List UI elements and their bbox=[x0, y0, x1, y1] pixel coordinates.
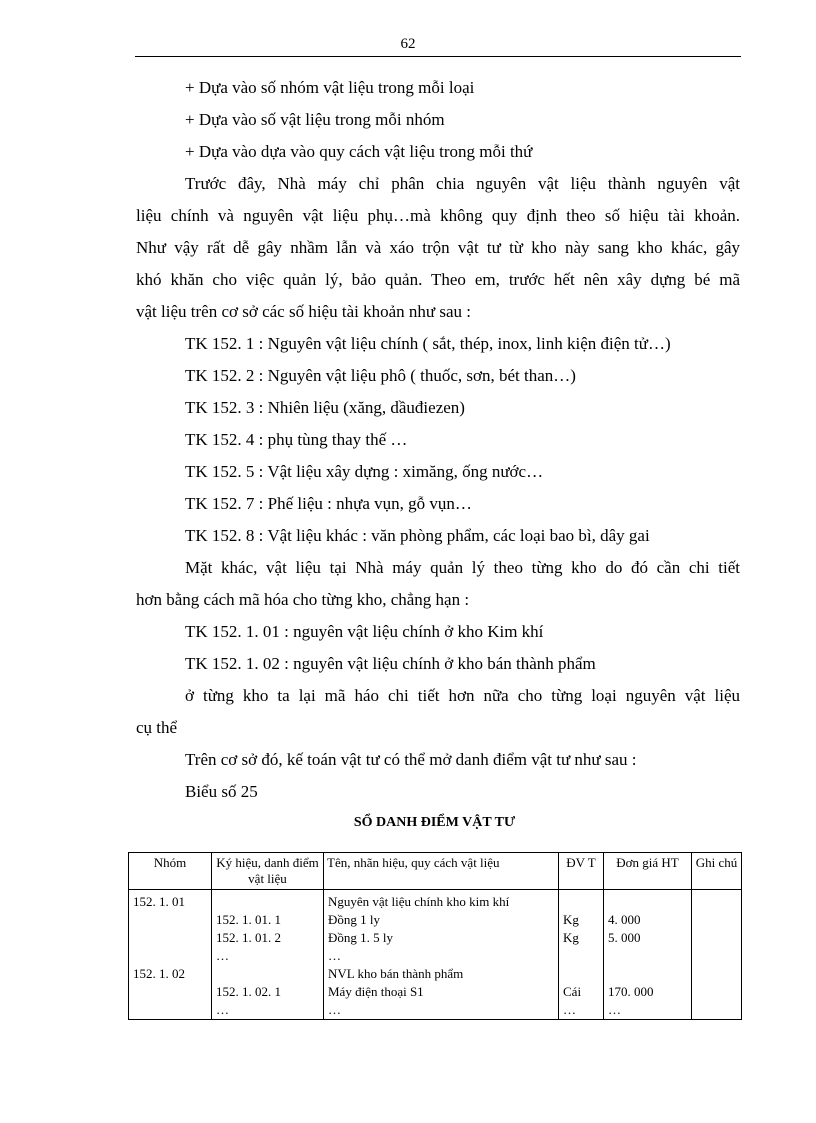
bullet-item: + Dựa vào số vật liệu trong mỗi nhóm bbox=[185, 110, 445, 129]
column-header: Tên, nhãn hiệu, quy cách vật liệu bbox=[324, 853, 559, 890]
table-cell bbox=[212, 965, 324, 983]
account-item: TK 152. 8 : Vật liệu khác : văn phòng phẩm, các loại bao bì, dây gai bbox=[185, 526, 650, 545]
account-item: TK 152. 1 : Nguyên vật liệu chính ( sắt, thép, inox, linh kiện điện tử…) bbox=[185, 334, 671, 353]
table-cell: Kg bbox=[559, 911, 604, 929]
table-cell bbox=[129, 983, 212, 1001]
table-cell: Nguyên vật liệu chính kho kim khí bbox=[324, 890, 559, 912]
table-cell: Máy điện thoại S1 bbox=[324, 983, 559, 1001]
table-cell: 152. 1. 02 bbox=[129, 965, 212, 983]
table-cell: Cái bbox=[559, 983, 604, 1001]
table-cell: NVL kho bán thành phẩm bbox=[324, 965, 559, 983]
paragraph-line: Như vậy rất dễ gây nhầm lẫn và xáo trộn vật tư từ kho này sang kho khác, gây bbox=[136, 238, 740, 257]
paragraph-line: cụ thể bbox=[136, 718, 178, 737]
paragraph-line: Mặt khác, vật liệu tại Nhà máy quản lý theo từng kho do đó cần chi tiết bbox=[185, 558, 740, 577]
header-rule bbox=[135, 56, 741, 57]
table-cell bbox=[559, 965, 604, 983]
material-catalog-table bbox=[128, 852, 742, 1020]
table-cell bbox=[604, 947, 692, 965]
paragraph-line: vật liệu trên cơ sở các số hiệu tài khoản như sau : bbox=[136, 302, 471, 321]
table-cell bbox=[692, 965, 742, 983]
table-cell bbox=[559, 947, 604, 965]
paragraph-line: Trên cơ sở đó, kế toán vật tư có thể mở danh điểm vật tư như sau : bbox=[185, 750, 637, 769]
column-header: Đơn giá HT bbox=[604, 853, 692, 890]
column-header: Nhóm bbox=[129, 853, 212, 890]
table-cell: 152. 1. 01. 1 bbox=[212, 911, 324, 929]
table-row bbox=[129, 965, 742, 983]
account-item: TK 152. 3 : Nhiên liệu (xăng, dầuđiezen) bbox=[185, 398, 465, 417]
table-header-row bbox=[129, 853, 742, 890]
paragraph-line: khó khăn cho việc quản lý, bảo quản. Theo em, trước hết nên xây dựng bé mã bbox=[136, 270, 740, 289]
account-item: TK 152. 7 : Phế liệu : nhựa vụn, gỗ vụn… bbox=[185, 494, 472, 513]
table-cell bbox=[692, 1001, 742, 1020]
column-header: Ký hiệu, danh điểm vật liệu bbox=[212, 853, 324, 890]
table-cell bbox=[692, 983, 742, 1001]
table-cell bbox=[604, 965, 692, 983]
paragraph-line: hơn bằng cách mã hóa cho từng kho, chẳng hạn : bbox=[136, 590, 470, 609]
column-header: Ghi chú bbox=[692, 853, 742, 890]
table-cell bbox=[129, 911, 212, 929]
table-row bbox=[129, 983, 742, 1001]
table-row bbox=[129, 1001, 742, 1020]
table-cell bbox=[692, 947, 742, 965]
table-row bbox=[129, 911, 742, 929]
paragraph-line: ở từng kho ta lại mã háo chi tiết hơn nữa cho từng loại nguyên vật liệu bbox=[185, 686, 740, 705]
table-reference: Biểu số 25 bbox=[185, 782, 258, 801]
table-cell: … bbox=[212, 947, 324, 965]
table-cell: … bbox=[559, 1001, 604, 1020]
column-header: ĐV T bbox=[559, 853, 604, 890]
table-cell: 4. 000 bbox=[604, 911, 692, 929]
table-cell bbox=[129, 947, 212, 965]
table-cell: 5. 000 bbox=[604, 929, 692, 947]
bullet-item: + Dựa vào số nhóm vật liệu trong mỗi loại bbox=[185, 78, 475, 97]
table-cell: … bbox=[212, 1001, 324, 1020]
table-row bbox=[129, 890, 742, 912]
table-cell bbox=[692, 911, 742, 929]
table-cell bbox=[692, 890, 742, 912]
sub-account-item: TK 152. 1. 02 : nguyên vật liệu chính ở kho bán thành phẩm bbox=[185, 654, 596, 673]
table-cell bbox=[212, 890, 324, 912]
table-cell: Đồng 1. 5 ly bbox=[324, 929, 559, 947]
body-text bbox=[136, 72, 740, 808]
table-cell bbox=[692, 929, 742, 947]
table-cell: Kg bbox=[559, 929, 604, 947]
table-title: SỔ DANH ĐIỂM VẬT TƯ bbox=[353, 815, 516, 830]
page-number: 62 bbox=[400, 36, 416, 52]
table-cell: 152. 1. 01 bbox=[129, 890, 212, 912]
account-item: TK 152. 2 : Nguyên vật liệu phô ( thuốc, sơn, bét than…) bbox=[185, 366, 576, 385]
table-cell: 152. 1. 01. 2 bbox=[212, 929, 324, 947]
table-cell bbox=[129, 1001, 212, 1020]
table-row bbox=[129, 929, 742, 947]
account-item: TK 152. 5 : Vật liệu xây dựng : ximăng, ống nước… bbox=[185, 462, 544, 481]
table-cell bbox=[129, 929, 212, 947]
table-cell: … bbox=[324, 947, 559, 965]
account-item: TK 152. 4 : phụ tùng thay thế … bbox=[185, 430, 408, 449]
table-cell bbox=[559, 890, 604, 912]
table-cell: 170. 000 bbox=[604, 983, 692, 1001]
table-cell: … bbox=[604, 1001, 692, 1020]
sub-account-item: TK 152. 1. 01 : nguyên vật liệu chính ở kho Kim khí bbox=[185, 622, 544, 641]
table-cell: … bbox=[324, 1001, 559, 1020]
table-cell bbox=[604, 890, 692, 912]
table-row bbox=[129, 947, 742, 965]
paragraph-line: liệu chính và nguyên vật liệu phụ…mà không quy định theo số hiệu tài khoản. bbox=[136, 206, 740, 225]
paragraph-line: Trước đây, Nhà máy chỉ phân chia nguyên vật liệu thành nguyên vật bbox=[185, 174, 740, 193]
bullet-item: + Dựa vào dựa vào quy cách vật liệu trong mỗi thứ bbox=[185, 142, 533, 161]
table-cell: Đồng 1 ly bbox=[324, 911, 559, 929]
table-cell: 152. 1. 02. 1 bbox=[212, 983, 324, 1001]
